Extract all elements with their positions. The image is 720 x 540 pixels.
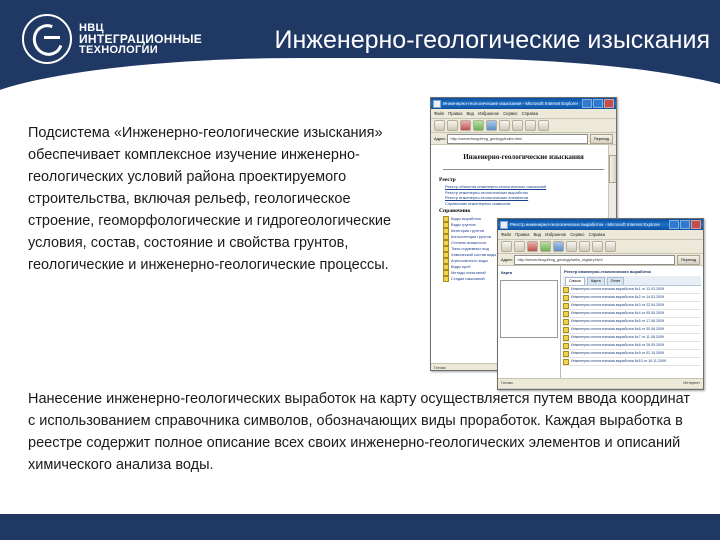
window-controls[interactable]	[582, 99, 614, 108]
record-icon	[563, 335, 569, 341]
registry-sidebar	[498, 266, 561, 378]
record-icon	[563, 327, 569, 333]
tab-map[interactable]: Карта	[587, 277, 605, 285]
maximize-button[interactable]	[593, 99, 603, 108]
maximize-button[interactable]	[680, 220, 690, 229]
minimize-button[interactable]	[669, 220, 679, 229]
record-icon	[563, 351, 569, 357]
stop-icon[interactable]	[460, 120, 471, 131]
forward-navigation-icon[interactable]	[514, 241, 525, 252]
table-row[interactable]	[563, 302, 701, 310]
front-window-page	[498, 266, 703, 378]
favorites-icon[interactable]	[579, 241, 590, 252]
intro-paragraph: Подсистема «Инженерно-геологические изыскания» обеспечивает комплексное изучение инженерно-геологических условий района проектируемого строительства, включая рельеф, геологическое строение, геоморфологические и гидрогеологические условия, состав, состояние и свойства грунтов, геологические и инженерно-геологические процессы.	[28, 125, 392, 273]
front-window-menubar[interactable]	[498, 230, 703, 240]
history-icon[interactable]	[592, 241, 603, 252]
search-icon[interactable]	[499, 120, 510, 131]
table-row[interactable]	[563, 326, 701, 334]
tab-report[interactable]: Отчет	[607, 277, 625, 285]
minimize-button[interactable]	[582, 99, 592, 108]
logo-line-3: ТЕХНОЛОГИИ	[79, 43, 158, 56]
list-item-label: Химический состав воды	[451, 252, 497, 258]
home-icon[interactable]	[486, 120, 497, 131]
status-text: Готово	[501, 381, 513, 385]
back-window-titlebar	[431, 98, 616, 109]
menu-item-edit[interactable]: Правка	[515, 232, 530, 237]
front-window-toolbar[interactable]	[498, 240, 703, 254]
record-icon	[563, 359, 569, 365]
list-item-label: Виды выработок	[451, 216, 482, 222]
row-label: Инженерно-геологическая выработка №6 от 30.06.2009	[571, 327, 665, 331]
row-label: Инженерно-геологическая выработка №9 от 02.10.2009	[571, 351, 665, 355]
front-window-statusbar	[498, 378, 703, 388]
close-button[interactable]	[691, 220, 701, 229]
record-icon	[563, 311, 569, 317]
slide-footer-band	[0, 514, 720, 540]
list-item-label: Методы испытаний	[451, 270, 486, 276]
list-item-label: Стадии изысканий	[451, 276, 485, 282]
screenshot-browser-window-front	[497, 218, 704, 390]
menu-item-help[interactable]: Справка	[588, 232, 606, 237]
browser-icon	[433, 100, 441, 108]
registry-link[interactable]: Реестр инженерно-геологических элементов	[445, 195, 529, 201]
heading-divider	[443, 169, 604, 170]
table-row[interactable]	[563, 310, 701, 318]
record-icon	[563, 295, 569, 301]
registry-section-heading: Реестр	[439, 177, 456, 183]
address-input[interactable]: http://server/isogd/eng_geology/wells_registry.html	[514, 255, 674, 265]
search-icon[interactable]	[566, 241, 577, 252]
back-window-menubar[interactable]	[431, 109, 616, 119]
row-label: Инженерно-геологическая выработка №3 от 22.04.2009	[571, 303, 665, 307]
menu-item-file[interactable]: Файл	[434, 111, 445, 116]
list-item-label: Виды грунтов	[451, 222, 476, 228]
page-title: Инженерно-геологические изыскания	[274, 26, 710, 54]
back-navigation-icon[interactable]	[434, 120, 445, 131]
table-row[interactable]	[563, 294, 701, 302]
back-navigation-icon[interactable]	[501, 241, 512, 252]
menu-item-file[interactable]: Файл	[501, 232, 512, 237]
refresh-icon[interactable]	[473, 120, 484, 131]
menu-item-view[interactable]: Вид	[466, 111, 475, 116]
row-label: Инженерно-геологическая выработка №8 от 26.09.2009	[571, 343, 665, 347]
table-row[interactable]	[563, 286, 701, 294]
list-item-label: Виды проб	[451, 264, 471, 270]
row-label: Инженерно-геологическая выработка №7 от 11.08.2009	[571, 335, 664, 339]
logo-text	[79, 23, 202, 56]
home-icon[interactable]	[553, 241, 564, 252]
table-row[interactable]	[563, 342, 701, 350]
menu-item-view[interactable]: Вид	[533, 232, 542, 237]
company-logo	[22, 14, 202, 64]
history-icon[interactable]	[525, 120, 536, 131]
status-zone: Интернет	[683, 381, 700, 385]
go-button[interactable]: Переход	[590, 134, 613, 144]
logo-globe-icon	[22, 14, 72, 64]
table-row[interactable]	[563, 358, 701, 366]
registry-list-panel	[561, 266, 703, 378]
go-button[interactable]: Переход	[677, 255, 700, 265]
table-row[interactable]	[563, 350, 701, 358]
row-label: Инженерно-геологическая выработка №2 от 14.03.2009	[571, 295, 665, 299]
forward-navigation-icon[interactable]	[447, 120, 458, 131]
panel-tabs[interactable]	[563, 276, 701, 286]
document-heading: Инженерно-геологические изыскания	[463, 153, 584, 161]
window-controls[interactable]	[669, 220, 701, 229]
tab-list[interactable]: Список	[565, 277, 585, 285]
row-label: Инженерно-геологическая выработка №1 от 12.03.2009	[571, 287, 665, 291]
row-label: Инженерно-геологическая выработка №10 от 19.11.2009	[571, 359, 666, 363]
address-label: Адрес	[501, 257, 513, 262]
table-row[interactable]	[563, 318, 701, 326]
row-label: Инженерно-геологическая выработка №5 от 17.06.2009	[571, 319, 665, 323]
row-label: Инженерно-геологическая выработка №4 от 05.05.2009	[571, 311, 665, 315]
record-icon	[563, 343, 569, 349]
registry-link[interactable]: Реестр объектов инженерно-геологических изысканий	[445, 184, 547, 189]
reference-section-heading: Справочник	[439, 208, 471, 215]
table-row[interactable]	[563, 334, 701, 342]
front-window-addressbar[interactable]	[498, 254, 703, 266]
record-icon	[563, 319, 569, 325]
refresh-icon[interactable]	[540, 241, 551, 252]
browser-icon	[500, 221, 508, 229]
menu-item-favorites[interactable]: Избранное	[545, 232, 567, 237]
print-icon[interactable]	[605, 241, 616, 252]
menu-item-tools[interactable]: Сервис	[503, 111, 518, 116]
menu-item-help[interactable]: Справка	[521, 111, 539, 116]
map-preview-box[interactable]	[500, 280, 558, 338]
favorites-icon[interactable]	[512, 120, 523, 131]
panel-heading: Реестр инженерно-геологических выработок	[564, 269, 651, 274]
menu-item-favorites[interactable]: Избранное	[478, 111, 500, 116]
registry-link[interactable]: Реестр инженерно-геологических выработок	[445, 189, 528, 195]
scrollbar-thumb[interactable]	[609, 155, 616, 183]
back-window-title: Инженерно-геологические изыскания - Microsoft Internet Explorer	[443, 101, 579, 106]
sidebar-heading: Карта	[501, 270, 512, 275]
back-window-addressbar[interactable]	[431, 133, 616, 145]
details-paragraph: Нанесение инженерно-геологических выработок на карту осуществляется путем ввода координат с использованием справочника символов, обозначающих виды проработок. Каждая выработка в реестре содержит полное описание всех своих инженерно-геологических элементов и описаний химического анализа воды.	[28, 391, 691, 473]
list-item-label: Типы подземных вод	[451, 246, 489, 252]
registry-link[interactable]: Справочник инженерных символов	[445, 200, 511, 206]
logo-line-1: НВЦ	[79, 21, 104, 34]
list-item-label: Агрессивность воды	[451, 258, 488, 264]
status-text: Готово	[434, 366, 446, 370]
stop-icon[interactable]	[527, 241, 538, 252]
back-window-toolbar[interactable]	[431, 119, 616, 133]
address-label: Адрес	[434, 136, 446, 141]
logo-line-2: ИНТЕГРАЦИОННЫЕ	[79, 31, 203, 46]
list-item-label: Консистенция грунтов	[451, 234, 491, 240]
front-window-titlebar	[498, 219, 703, 230]
print-icon[interactable]	[538, 120, 549, 131]
record-icon	[563, 287, 569, 293]
menu-item-tools[interactable]: Сервис	[570, 232, 585, 237]
bullet-icon	[443, 276, 449, 282]
close-button[interactable]	[604, 99, 614, 108]
menu-item-edit[interactable]: Правка	[448, 111, 463, 116]
record-icon	[563, 303, 569, 309]
list-item-label: Степень влажности	[451, 240, 487, 246]
front-window-title: Реестр инженерно-геологических выработок - Microsoft Internet Explorer	[510, 222, 661, 227]
list-item-label: Категории грунтов	[451, 228, 484, 234]
address-input[interactable]: http://server/isogd/eng_geology/index.html	[447, 134, 587, 144]
